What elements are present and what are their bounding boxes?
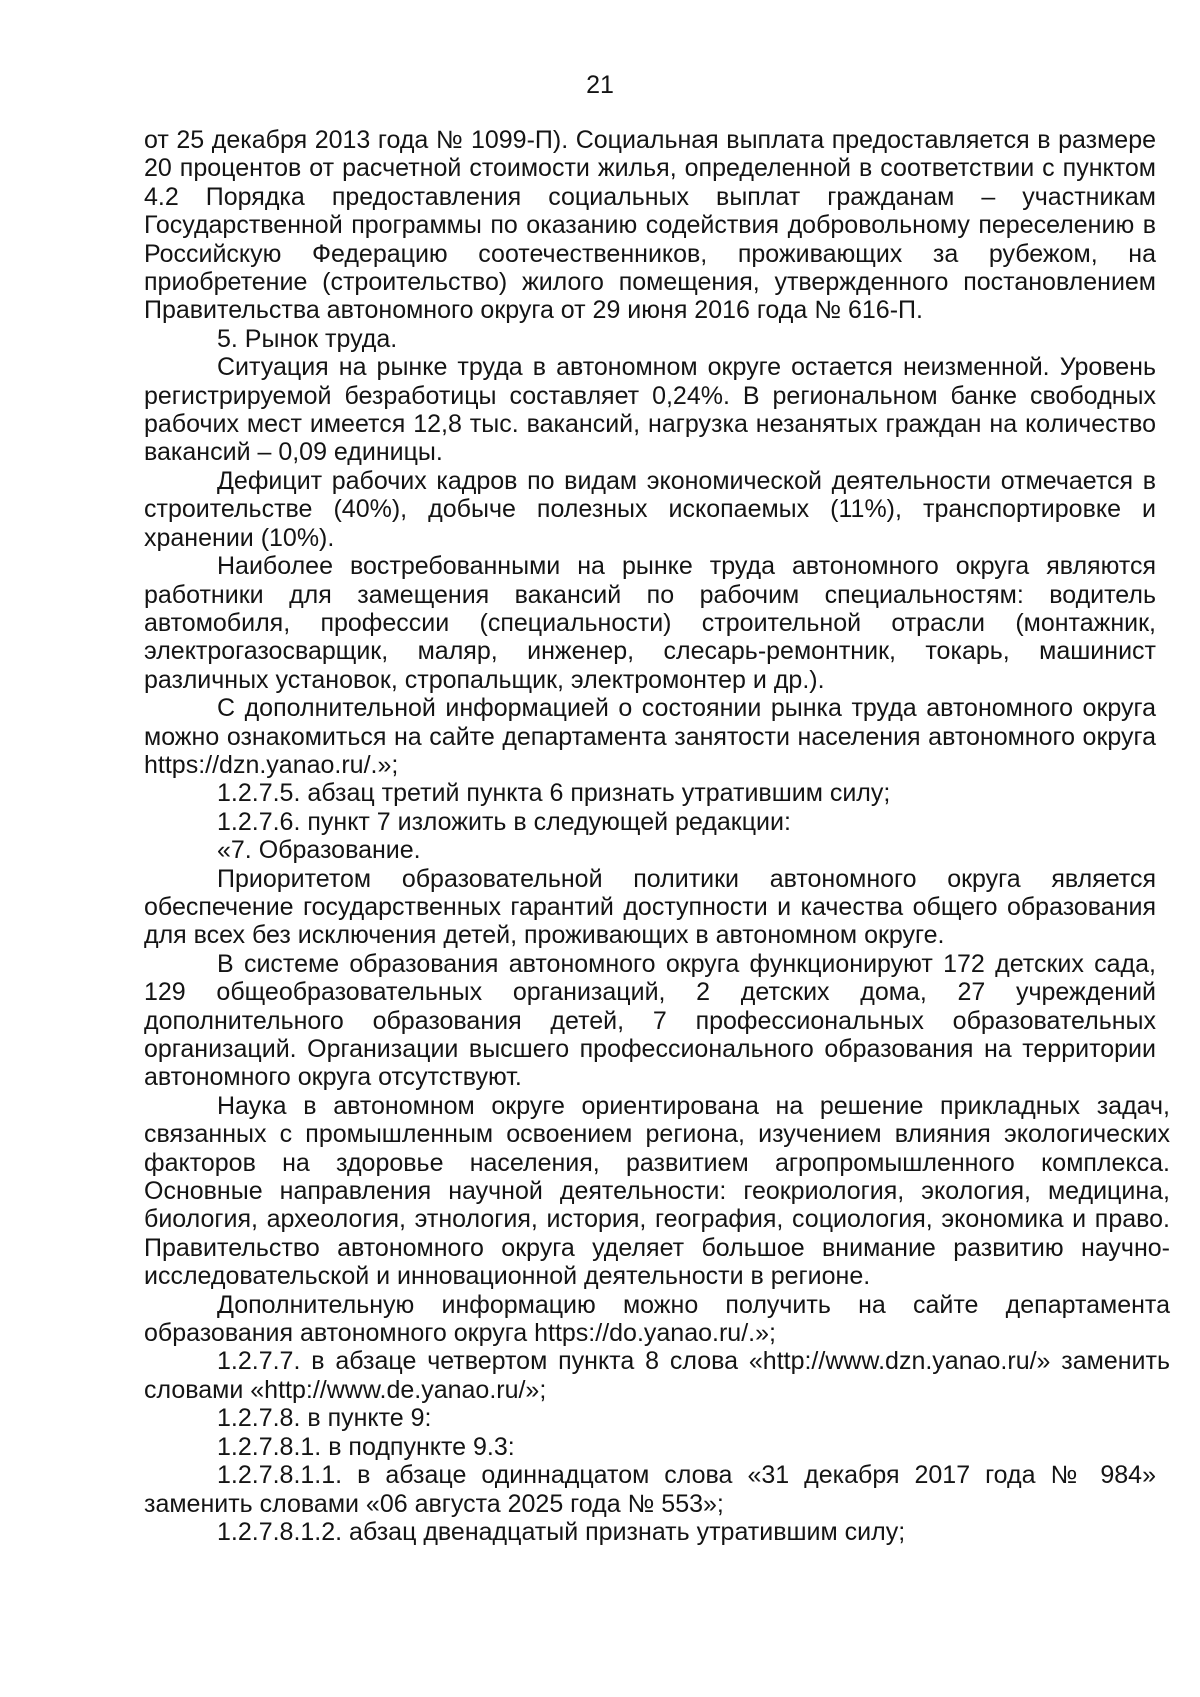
paragraph-labor-deficit: Дефицит рабочих кадров по видам экономической деятельности отмечается в строительстве (40%), добыче полезных ископаемых (11%), транспортировке и хранении (10%). bbox=[144, 466, 1156, 552]
clause-1-2-7-7: 1.2.7.7. в абзаце четвертом пункта 8 слова «http://www.dzn.yanao.ru/» заменить словами «http://www.de.yanao.ru/»; bbox=[144, 1347, 1170, 1404]
document-body bbox=[144, 126, 1170, 1546]
paragraph-education-priority: Приоритетом образовательной политики автономного округа является обеспечение государственных гарантий доступности и качества общего образования для всех без исключения детей, проживающих в автономном округе. bbox=[144, 864, 1156, 950]
paragraph-demanded-workers: Наиболее востребованными на рынке труда автономного округа являются работники для замещения вакансий по рабочим специальностям: водитель автомобиля, профессии (специальности) строительной отрасли (монтажник, электрогазосварщик, маляр, инженер, слесарь-ремонтник, токарь, машинист различных установок, стропальщик, электромонтер и др.). bbox=[144, 552, 1156, 694]
page-number: 21 bbox=[586, 71, 614, 99]
paragraph-education-website: Дополнительную информацию можно получить на сайте департамента образования автономного округа https://do.yanao.ru/.»; bbox=[144, 1290, 1170, 1348]
paragraph-science: Наука в автономном округе ориентирована на решение прикладных задач, связанных с промышленным освоением региона, изучением влияния экологических факторов на здоровье населения, развитием агропромышленного комплекса. Основные направления научной деятельности: геокриология, экология, медицина, биология, археология, этнология, история, география, социология, экономика и право. Правительство автономного округа уделяет большое внимание развитию научно-исследовательской и инновационной деятельности в регионе. bbox=[144, 1091, 1170, 1291]
clause-1-2-7-8-1-2: 1.2.7.8.1.2. абзац двенадцатый признать утратившим силу; bbox=[217, 1517, 906, 1546]
clause-1-2-7-6: 1.2.7.6. пункт 7 изложить в следующей редакции: bbox=[217, 807, 791, 836]
paragraph-labor-situation: Ситуация на рынке труда в автономном округе остается неизменной. Уровень регистрируемой безработицы составляет 0,24%. В региональном банке свободных рабочих мест имеется 12,8 тыс. вакансий, нагрузка незанятых граждан на количество вакансий – 0,09 единицы. bbox=[144, 353, 1156, 467]
clause-1-2-7-8-1: 1.2.7.8.1. в подпункте 9.3: bbox=[217, 1432, 515, 1461]
paragraph-education-system: В системе образования автономного округа функционируют 172 детских сада, 129 общеобразовательных организаций, 2 детских дома, 27 учреждений дополнительного образования детей, 7 профессиональных образовательных организаций. Организации высшего профессионального образования на территории автономного округа отсутствуют. bbox=[144, 949, 1156, 1092]
clause-1-2-7-8: 1.2.7.8. в пункте 9: bbox=[217, 1404, 432, 1433]
clause-1-2-7-8-1-1: 1.2.7.8.1.1. в абзаце одиннадцатом слова «31 декабря 2017 года № 984» заменить словами «06 августа 2025 года № 553»; bbox=[144, 1461, 1156, 1518]
section-heading-labor-market: 5. Рынок труда. bbox=[217, 324, 398, 353]
paragraph-social-payment: от 25 декабря 2013 года № 1099-П). Социальная выплата предоставляется в размере 20 процентов от расчетной стоимости жилья, определенной в соответствии с пунктом 4.2 Порядка предоставления социальных выплат гражданам – участникам Государственной программы по оказанию содействия добровольному переселению в Российскую Федерацию соотечественников, проживающих за рубежом, на приобретение (строительство) жилого помещения, утвержденного постановлением Правительства автономного округа от 29 июня 2016 года № 616-П. bbox=[144, 126, 1156, 325]
paragraph-labor-website: С дополнительной информацией о состоянии рынка труда автономного округа можно ознакомиться на сайте департамента занятости населения автономного округа https://dzn.yanao.ru/.»; bbox=[144, 694, 1156, 779]
clause-1-2-7-5: 1.2.7.5. абзац третий пункта 6 признать утратившим силу; bbox=[217, 779, 891, 808]
section-heading-education: «7. Образование. bbox=[217, 836, 421, 865]
